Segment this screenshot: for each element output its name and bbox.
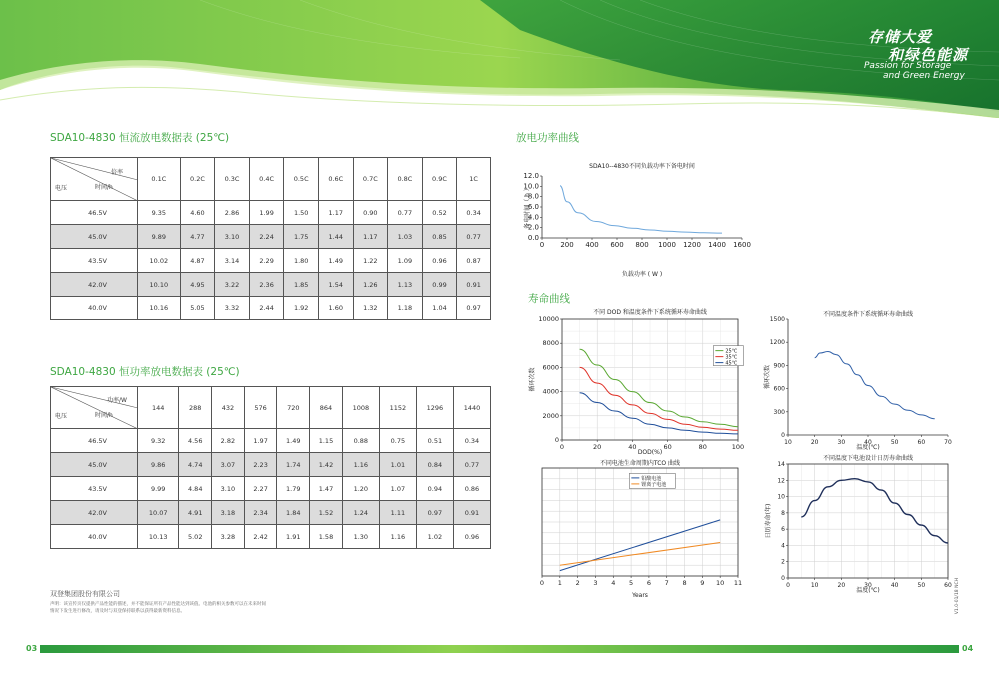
table-row: [51, 249, 491, 273]
voltage-cell: 42.0V: [51, 501, 138, 525]
table-cell: 9.35: [138, 201, 181, 225]
disclaimer-line2: 情况下发生进行修改，请及时与双登保持联系以获得最新资料信息。: [50, 609, 185, 614]
table-cell: 1.17: [353, 225, 388, 249]
y-tick-label: 10: [777, 493, 785, 501]
table-cell: 0.77: [388, 201, 423, 225]
slogan-en-line1: Passion for Storage: [864, 61, 952, 71]
x-tick-label: 30: [864, 582, 872, 589]
series-line-0: [801, 479, 948, 543]
table-row: [51, 525, 491, 549]
table-cell: 4.77: [180, 225, 215, 249]
table-cell: 4.91: [179, 501, 212, 525]
table-cell: 1.54: [318, 273, 353, 297]
header-banner: [0, 0, 999, 118]
table-cell: 3.07: [212, 453, 245, 477]
x-axis-label: 温度(℃): [856, 587, 880, 594]
table-row: [51, 225, 491, 249]
y-tick-label: 0: [781, 575, 785, 582]
column-header: 0.8C: [388, 158, 423, 201]
table-cell: 5.05: [180, 297, 215, 320]
x-tick-label: 60: [944, 582, 952, 589]
y-tick-label: 0: [781, 432, 785, 439]
x-tick-label: 1400: [708, 241, 726, 249]
legend-label: 25℃: [725, 348, 738, 355]
x-tick-label: 1000: [658, 241, 676, 249]
table-cell: 1.15: [310, 429, 343, 453]
voltage-cell: 46.5V: [51, 201, 138, 225]
table-cell: 0.34: [457, 201, 491, 225]
slogan-cn-line1: 存储大爱: [868, 28, 933, 46]
table-cell: 4.84: [179, 477, 212, 501]
column-header: 1152: [379, 387, 416, 429]
x-axis-label: 负载功率 ( W ): [621, 271, 663, 278]
table-cell: 1.03: [388, 225, 423, 249]
table-cell: 1.74: [277, 453, 310, 477]
page-number-left: 03: [26, 644, 38, 653]
table-cell: 0.96: [422, 249, 457, 273]
table-cell: 0.94: [416, 477, 453, 501]
dod-cycle-life-chart: [520, 304, 752, 456]
page-number-right: 04: [962, 644, 974, 653]
document-code: V1.0-01/18 NCH: [955, 578, 960, 615]
table-cell: 4.87: [180, 249, 215, 273]
calendar-life-chart: [760, 452, 956, 598]
column-header: 288: [179, 387, 212, 429]
table-cell: 1.91: [277, 525, 310, 549]
voltage-cell: 46.5V: [51, 429, 138, 453]
x-tick-label: 20: [593, 443, 602, 451]
table-cell: 9.32: [138, 429, 179, 453]
x-tick-label: 10: [716, 579, 725, 587]
table-cell: 1.02: [416, 525, 453, 549]
y-axis-label: 循环次数: [529, 367, 536, 392]
power-backup-time-chart: [520, 158, 770, 283]
x-tick-label: 40: [628, 443, 637, 451]
corner-top-label: 功率/W: [107, 397, 127, 404]
table-cell: 1.13: [388, 273, 423, 297]
corner-top-label: 倍率: [111, 169, 124, 176]
table-cell: 4.74: [179, 453, 212, 477]
table-cell: 2.86: [215, 201, 250, 225]
x-tick-label: 0: [539, 579, 545, 587]
y-tick-label: 14: [777, 461, 785, 468]
x-tick-label: 40: [890, 582, 899, 589]
table-cell: 1.20: [342, 477, 379, 501]
table-cell: 1.75: [284, 225, 319, 249]
y-tick-label: 4000: [542, 387, 559, 396]
table-cell: 1.49: [318, 249, 353, 273]
x-tick-label: 7: [664, 579, 669, 587]
y-tick-label: 10000: [538, 315, 559, 323]
table-cell: 9.86: [138, 453, 179, 477]
table-cell: 3.10: [212, 477, 245, 501]
y-axis-label: 循环次数: [764, 364, 771, 390]
table-cell: 0.91: [457, 273, 491, 297]
table-cell: 4.56: [179, 429, 212, 453]
series-line-1: [560, 543, 720, 566]
table-cell: 1.30: [342, 525, 379, 549]
table-cell: 10.16: [138, 297, 181, 320]
table-row: [51, 297, 491, 320]
x-axis-label: DOD(%): [637, 449, 663, 456]
table-cell: 10.10: [138, 273, 181, 297]
x-tick-label: 100: [731, 443, 745, 451]
table-cell: 10.02: [138, 249, 181, 273]
x-tick-label: 8: [682, 579, 687, 587]
table-cell: 1.44: [318, 225, 353, 249]
x-tick-label: 60: [917, 439, 926, 446]
column-header: 0.6C: [318, 158, 353, 201]
series-line-1: [580, 367, 738, 430]
corner-left-label: 电压: [55, 413, 68, 420]
table-cell: 1.24: [342, 501, 379, 525]
table-cell: 1.52: [310, 501, 343, 525]
x-tick-label: 2: [575, 579, 580, 587]
voltage-cell: 42.0V: [51, 273, 138, 297]
table-cell: 1.26: [353, 273, 388, 297]
y-tick-label: 10.0: [523, 182, 539, 191]
table-cell: 1.09: [388, 249, 423, 273]
table-cell: 1.79: [277, 477, 310, 501]
table-cell: 2.23: [244, 453, 277, 477]
x-tick-label: 1: [557, 579, 562, 587]
voltage-cell: 45.0V: [51, 453, 138, 477]
column-header: 144: [138, 387, 179, 429]
series-line-0: [815, 352, 935, 419]
table-cell: 0.86: [453, 477, 490, 501]
table-cell: 1.47: [310, 477, 343, 501]
chart-title: 不同 DOD 和温度条件下系统循环寿命曲线: [593, 309, 707, 316]
corner-mid-label: 时间/h: [95, 184, 113, 191]
table2-title: SDA10-4830 恒功率放电数据表 (25℃): [50, 366, 240, 378]
constant-current-table: [50, 157, 491, 320]
chart-title: 不同温度下电池设计日历寿命曲线: [822, 455, 914, 462]
legend-label: 45℃: [725, 360, 738, 367]
x-tick-label: 11: [733, 579, 743, 587]
x-tick-label: 3: [593, 579, 598, 587]
y-tick-label: 12.0: [523, 172, 539, 180]
table-cell: 2.27: [244, 477, 277, 501]
table-cell: 0.52: [422, 201, 457, 225]
table-cell: 2.29: [249, 249, 284, 273]
table-cell: 1.50: [284, 201, 319, 225]
footer-bar: [40, 645, 959, 653]
table-cell: 2.34: [244, 501, 277, 525]
x-tick-label: 10: [810, 582, 819, 589]
slogan-en-line2: and Green Energy: [883, 71, 965, 81]
x-tick-label: 20: [837, 582, 846, 589]
life-curve-heading: 寿命曲线: [528, 293, 570, 305]
table-cell: 1.92: [284, 297, 319, 320]
table-cell: 1.97: [244, 429, 277, 453]
table-header-row: [51, 387, 491, 429]
table-cell: 1.07: [379, 477, 416, 501]
table-cell: 1.99: [249, 201, 284, 225]
table-cell: 3.22: [215, 273, 250, 297]
table-cell: 0.84: [416, 453, 453, 477]
y-tick-label: 900: [773, 362, 785, 370]
voltage-cell: 43.5V: [51, 249, 138, 273]
table-row: [51, 273, 491, 297]
column-header: 0.2C: [180, 158, 215, 201]
y-tick-label: 6: [781, 526, 785, 534]
column-header: 1296: [416, 387, 453, 429]
x-tick-label: 5: [629, 579, 634, 587]
x-tick-label: 1600: [733, 241, 751, 249]
y-axis-label: 备电时间（ h ）: [524, 185, 531, 229]
table-cell: 1.11: [379, 501, 416, 525]
legend-label: 铅酸电池: [641, 475, 662, 482]
x-tick-label: 6: [646, 579, 651, 587]
x-tick-label: 1200: [683, 241, 701, 249]
x-tick-label: 9: [700, 579, 705, 587]
y-tick-label: 2: [781, 558, 785, 566]
y-tick-label: 8.0: [527, 192, 539, 201]
table-cell: 0.51: [416, 429, 453, 453]
x-tick-label: 80: [698, 443, 707, 451]
table-cell: 2.44: [249, 297, 284, 320]
table-cell: 4.60: [180, 201, 215, 225]
chart-title: SDA10--4830不同负载功率下备电时间: [589, 163, 695, 170]
chart-title: 不同温度条件下系统循环寿命曲线: [822, 311, 914, 318]
table-cell: 0.88: [342, 429, 379, 453]
column-header: 432: [212, 387, 245, 429]
table-cell: 0.97: [416, 501, 453, 525]
column-header: 1440: [453, 387, 490, 429]
table-cell: 1.04: [422, 297, 457, 320]
table-cell: 10.07: [138, 501, 179, 525]
x-tick-label: 50: [917, 582, 926, 589]
y-tick-label: 6.0: [527, 203, 539, 211]
table-row: [51, 477, 491, 501]
table-cell: 1.80: [284, 249, 319, 273]
table-cell: 0.75: [379, 429, 416, 453]
table-cell: 1.60: [318, 297, 353, 320]
table-cell: 3.10: [215, 225, 250, 249]
x-tick-label: 20: [810, 439, 819, 446]
table-cell: 3.18: [212, 501, 245, 525]
y-axis-label: 日历寿命(年): [765, 503, 772, 539]
table-row: [51, 453, 491, 477]
table-cell: 2.82: [212, 429, 245, 453]
corner-mid-label: 时间/h: [95, 412, 113, 419]
corner-left-label: 电压: [55, 185, 68, 192]
x-tick-label: 200: [560, 241, 574, 249]
y-tick-label: 1200: [769, 339, 785, 347]
x-tick-label: 0: [786, 582, 790, 589]
y-tick-label: 2.0: [527, 223, 539, 232]
table-cell: 0.87: [457, 249, 491, 273]
table1-title: SDA10-4830 恒流放电数据表 (25℃): [50, 132, 230, 144]
column-header: 0.1C: [138, 158, 181, 201]
table-cell: 1.42: [310, 453, 343, 477]
table-cell: 1.16: [342, 453, 379, 477]
table-cell: 0.77: [453, 453, 490, 477]
x-tick-label: 800: [635, 241, 649, 249]
disclaimer-line1: 声明：该宣传页仅提供产品性能的描述，并不能保证所有产品性能达到该值。电池的相关参数可以在未来时间: [50, 602, 266, 607]
y-tick-label: 0.0: [527, 234, 539, 242]
company-name: 双登集团股份有限公司: [50, 590, 120, 598]
x-tick-label: 4: [611, 579, 616, 587]
table-cell: 1.17: [318, 201, 353, 225]
y-tick-label: 600: [773, 385, 785, 393]
chart-title: 不同电池生命周期内TCO 曲线: [599, 460, 681, 467]
column-header: 0.7C: [353, 158, 388, 201]
x-axis-label: 温度(℃): [856, 444, 880, 451]
x-tick-label: 70: [944, 439, 952, 446]
y-tick-label: 6000: [542, 363, 559, 372]
x-tick-label: 400: [585, 241, 599, 249]
table-row: [51, 429, 491, 453]
x-tick-label: 0: [539, 241, 545, 249]
table-cell: 1.22: [353, 249, 388, 273]
table-cell: 0.96: [453, 525, 490, 549]
table-cell: 10.13: [138, 525, 179, 549]
slogan-cn-line2: 和绿色能源: [888, 46, 969, 64]
table-cell: 3.28: [212, 525, 245, 549]
table-cell: 2.24: [249, 225, 284, 249]
temperature-cycle-life-chart: [760, 308, 956, 456]
legend-label: 锂离子电池: [641, 481, 667, 488]
table-cell: 0.77: [457, 225, 491, 249]
x-tick-label: 60: [663, 443, 672, 451]
table-cell: 5.02: [179, 525, 212, 549]
table-row: [51, 201, 491, 225]
column-header: 0.9C: [422, 158, 457, 201]
x-tick-label: 40: [864, 439, 872, 446]
table-cell: 9.99: [138, 477, 179, 501]
y-tick-label: 0: [554, 436, 559, 444]
column-header: 0.3C: [215, 158, 250, 201]
voltage-cell: 40.0V: [51, 297, 138, 320]
y-tick-label: 4.0: [527, 213, 539, 222]
series-line-0: [560, 520, 720, 571]
table-cell: 1.84: [277, 501, 310, 525]
column-header: 864: [310, 387, 343, 429]
column-header: 1008: [342, 387, 379, 429]
voltage-cell: 40.0V: [51, 525, 138, 549]
table-cell: 1.16: [379, 525, 416, 549]
table-cell: 0.85: [422, 225, 457, 249]
table-cell: 1.18: [388, 297, 423, 320]
y-tick-label: 1500: [769, 316, 785, 323]
x-axis-label: Years: [632, 592, 648, 599]
table-cell: 2.36: [249, 273, 284, 297]
series-line-0: [560, 186, 722, 233]
table-cell: 3.32: [215, 297, 250, 320]
table-cell: 3.14: [215, 249, 250, 273]
column-header: 1C: [457, 158, 491, 201]
table-row: [51, 501, 491, 525]
table-cell: 2.42: [244, 525, 277, 549]
x-tick-label: 30: [837, 439, 846, 446]
table-cell: 0.34: [453, 429, 490, 453]
y-tick-label: 8000: [542, 339, 559, 348]
power-curve-heading: 放电功率曲线: [516, 132, 579, 144]
y-tick-label: 12: [777, 477, 785, 485]
column-header: 0.4C: [249, 158, 284, 201]
tco-chart: [530, 456, 750, 602]
y-tick-label: 300: [773, 408, 785, 416]
table-cell: 0.97: [457, 297, 491, 320]
table-cell: 1.01: [379, 453, 416, 477]
table-cell: 1.49: [277, 429, 310, 453]
column-header: 576: [244, 387, 277, 429]
voltage-cell: 45.0V: [51, 225, 138, 249]
x-tick-label: 50: [890, 439, 899, 446]
table-corner-cell: [51, 158, 138, 201]
constant-power-table: [50, 386, 491, 549]
y-tick-label: 8: [781, 509, 785, 517]
table-header-row: [51, 158, 491, 201]
x-tick-label: 0: [559, 443, 565, 451]
legend-label: 35℃: [725, 354, 738, 361]
table-cell: 0.90: [353, 201, 388, 225]
x-tick-label: 10: [784, 439, 792, 446]
table-cell: 4.95: [180, 273, 215, 297]
table-cell: 0.91: [453, 501, 490, 525]
x-tick-label: 600: [610, 241, 624, 249]
column-header: 0.5C: [284, 158, 319, 201]
table-cell: 1.58: [310, 525, 343, 549]
table-cell: 9.89: [138, 225, 181, 249]
column-header: 720: [277, 387, 310, 429]
table-cell: 0.99: [422, 273, 457, 297]
table-corner-cell: [51, 387, 138, 429]
y-tick-label: 2000: [542, 411, 559, 420]
y-tick-label: 4: [781, 542, 785, 550]
table-cell: 1.32: [353, 297, 388, 320]
voltage-cell: 43.5V: [51, 477, 138, 501]
table-cell: 1.85: [284, 273, 319, 297]
